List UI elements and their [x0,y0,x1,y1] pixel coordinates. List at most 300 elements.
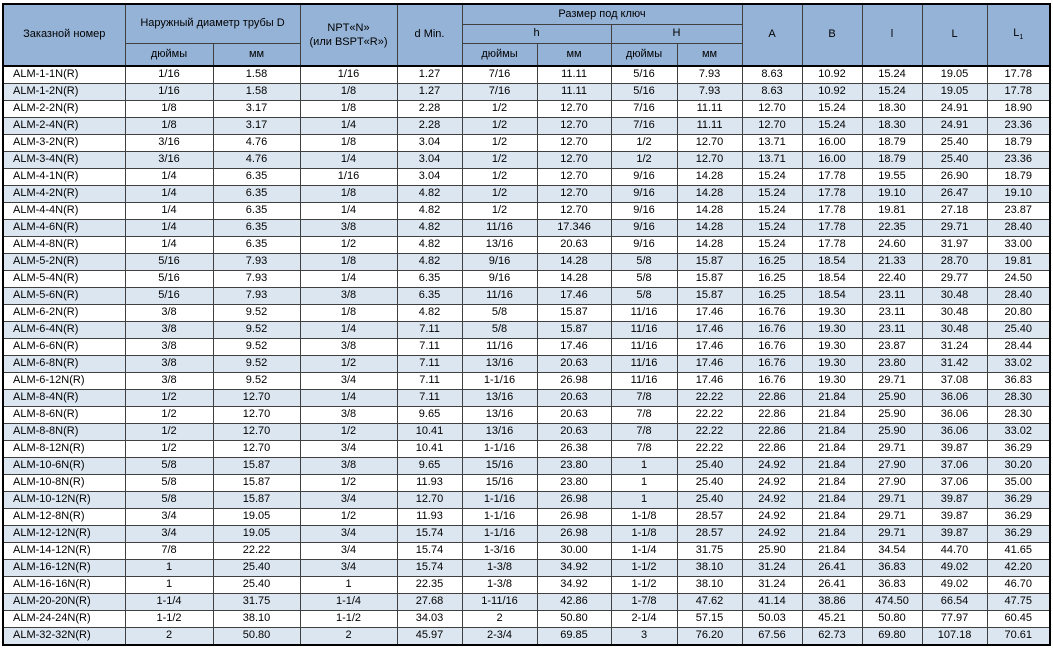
cell-value: 28.40 [987,220,1050,237]
cell-value: 1-3/8 [462,577,537,594]
cell-value: 5/8 [125,492,213,509]
cell-value: 1/4 [125,237,213,254]
cell-value: 18.90 [987,101,1050,118]
cell-value: 21.84 [802,543,862,560]
cell-value: 15.24 [862,66,922,84]
cell-value: 1/2 [462,118,537,135]
cell-order-number: ALM-16-16N(R) [3,577,125,594]
cell-value: 1/8 [300,84,397,101]
cell-value: 15.87 [677,271,742,288]
cell-value: 12.70 [537,169,611,186]
table-row [3,458,1050,475]
cell-order-number: ALM-2-2N(R) [3,101,125,118]
cell-value: 1-1/16 [462,492,537,509]
cell-value: 16.00 [802,135,862,152]
dimensions-table [2,3,1051,646]
cell-value: 1-1/8 [611,509,677,526]
cell-value: 3.17 [213,101,300,118]
cell-value: 11.93 [397,475,462,492]
cell-value: 21.84 [802,475,862,492]
cell-value: 27.18 [922,203,987,220]
cell-value: 11/16 [611,373,677,390]
cell-order-number: ALM-1-1N(R) [3,66,125,84]
cell-value: 1/4 [300,118,397,135]
cell-value: 3/8 [300,220,397,237]
cell-value: 9/16 [611,169,677,186]
cell-value: 21.84 [802,407,862,424]
cell-value: 7/16 [462,66,537,84]
cell-value: 22.35 [397,577,462,594]
cell-value: 1-1/16 [462,373,537,390]
cell-value: 7.11 [397,356,462,373]
cell-value: 23.80 [537,475,611,492]
cell-value: 39.87 [922,509,987,526]
cell-value: 1-1/16 [462,441,537,458]
cell-value: 17.78 [802,186,862,203]
cell-value: 29.71 [862,492,922,509]
cell-value: 1/2 [300,237,397,254]
cell-value: 1 [611,492,677,509]
cell-value: 37.08 [922,373,987,390]
cell-value: 3/4 [125,509,213,526]
cell-value: 29.71 [922,220,987,237]
cell-value: 33.02 [987,424,1050,441]
cell-value: 49.02 [922,560,987,577]
cell-order-number: ALM-16-12N(R) [3,560,125,577]
table-row [3,186,1050,203]
cell-value: 11.11 [537,66,611,84]
cell-value: 3/8 [125,339,213,356]
cell-value: 3/8 [125,305,213,322]
cell-value: 26.38 [537,441,611,458]
cell-value: 37.06 [922,458,987,475]
header-order-number: Заказной номер [3,4,125,66]
cell-value: 17.46 [677,356,742,373]
cell-value: 17.78 [802,169,862,186]
header-H-inches: дюймы [611,44,677,67]
cell-value: 42.20 [987,560,1050,577]
table-row [3,135,1050,152]
cell-value: 30.48 [922,322,987,339]
cell-value: 1-1/2 [300,611,397,628]
cell-value: 7.93 [677,84,742,101]
cell-value: 1-7/8 [611,594,677,611]
cell-value: 38.10 [677,577,742,594]
cell-value: 12.70 [537,186,611,203]
cell-value: 3/4 [300,526,397,543]
cell-value: 41.14 [742,594,802,611]
cell-value: 19.30 [802,339,862,356]
header-col-L1-subscript: 1 [1019,34,1024,42]
cell-value: 27.90 [862,458,922,475]
cell-value: 3/8 [125,373,213,390]
table-row [3,492,1050,509]
cell-value: 19.05 [922,84,987,101]
cell-value: 1-11/16 [462,594,537,611]
cell-value: 21.84 [802,492,862,509]
cell-value: 13/16 [462,407,537,424]
cell-value: 6.35 [213,237,300,254]
cell-value: 70.61 [987,628,1050,646]
cell-value: 20.63 [537,407,611,424]
cell-value: 46.70 [987,577,1050,594]
cell-value: 15.87 [677,254,742,271]
cell-value: 15.74 [397,560,462,577]
cell-value: 19.10 [987,186,1050,203]
cell-value: 1/2 [462,186,537,203]
cell-value: 7/8 [611,441,677,458]
cell-value: 4.76 [213,135,300,152]
cell-value: 7/8 [611,407,677,424]
table-row [3,169,1050,186]
cell-value: 1-1/16 [462,526,537,543]
cell-value: 21.33 [862,254,922,271]
cell-value: 1-1/2 [125,611,213,628]
cell-value: 15.24 [742,237,802,254]
cell-value: 3/8 [300,288,397,305]
cell-value: 13/16 [462,356,537,373]
cell-value: 15.24 [742,203,802,220]
cell-value: 60.45 [987,611,1050,628]
cell-order-number: ALM-3-4N(R) [3,152,125,169]
cell-value: 10.92 [802,84,862,101]
header-outer-diameter: Наружный диаметр трубы D [125,4,300,44]
cell-value: 67.56 [742,628,802,646]
cell-value: 22.40 [862,271,922,288]
cell-value: 20.63 [537,356,611,373]
cell-value: 5/16 [125,271,213,288]
cell-value: 1-1/16 [462,509,537,526]
cell-value: 20.63 [537,424,611,441]
cell-value: 19.30 [802,322,862,339]
cell-value: 9/16 [611,186,677,203]
cell-value: 1-1/2 [611,577,677,594]
cell-value: 9.52 [213,305,300,322]
cell-value: 15/16 [462,475,537,492]
table-row [3,543,1050,560]
table-row [3,322,1050,339]
cell-value: 18.79 [987,135,1050,152]
cell-value: 1.58 [213,66,300,84]
cell-value: 25.40 [677,475,742,492]
cell-value: 1/8 [125,118,213,135]
cell-value: 28.70 [922,254,987,271]
cell-value: 41.65 [987,543,1050,560]
cell-value: 3/8 [125,356,213,373]
cell-value: 5/8 [125,458,213,475]
cell-value: 20.63 [537,390,611,407]
cell-value: 17.46 [537,288,611,305]
cell-value: 15.24 [742,220,802,237]
cell-value: 23.36 [987,118,1050,135]
cell-value: 7/16 [611,118,677,135]
cell-value: 16.76 [742,373,802,390]
cell-value: 6.35 [213,220,300,237]
cell-value: 19.30 [802,356,862,373]
cell-value: 12.70 [742,118,802,135]
cell-value: 7/8 [611,390,677,407]
cell-value: 19.05 [213,526,300,543]
cell-value: 50.80 [213,628,300,646]
header-d-inches: дюймы [125,44,213,67]
cell-value: 22.22 [677,407,742,424]
cell-value: 1 [125,577,213,594]
cell-value: 36.29 [987,509,1050,526]
header-npt-line1: NPT«N» [327,21,370,34]
cell-value: 16.76 [742,339,802,356]
cell-value: 24.91 [922,101,987,118]
cell-value: 25.40 [987,322,1050,339]
cell-value: 22.86 [742,407,802,424]
cell-value: 1/8 [300,186,397,203]
cell-order-number: ALM-2-4N(R) [3,118,125,135]
header-h-inches: дюймы [462,44,537,67]
cell-value: 1/2 [462,203,537,220]
table-row [3,475,1050,492]
cell-value: 19.05 [213,509,300,526]
cell-value: 17.46 [677,339,742,356]
cell-value: 23.11 [862,305,922,322]
cell-value: 1/2 [300,424,397,441]
cell-value: 10.41 [397,441,462,458]
cell-value: 24.60 [862,237,922,254]
cell-value: 18.79 [862,152,922,169]
header-d-min: d Min. [397,4,462,66]
cell-value: 9.52 [213,373,300,390]
cell-value: 11.93 [397,509,462,526]
cell-value: 22.22 [677,390,742,407]
cell-value: 1.27 [397,84,462,101]
cell-value: 39.87 [922,441,987,458]
cell-value: 25.90 [862,407,922,424]
table-row [3,339,1050,356]
cell-value: 23.36 [987,152,1050,169]
cell-value: 18.79 [987,169,1050,186]
cell-value: 15.87 [677,288,742,305]
table-row [3,288,1050,305]
cell-value: 12.70 [537,118,611,135]
cell-value: 3.04 [397,135,462,152]
cell-value: 12.70 [397,492,462,509]
cell-value: 6.35 [213,186,300,203]
cell-value: 474.50 [862,594,922,611]
cell-value: 29.71 [862,526,922,543]
cell-value: 23.80 [862,356,922,373]
cell-value: 31.24 [742,577,802,594]
cell-value: 9.65 [397,407,462,424]
cell-value: 11.11 [677,118,742,135]
cell-value: 24.92 [742,458,802,475]
table-row [3,509,1050,526]
cell-value: 30.20 [987,458,1050,475]
cell-value: 3/16 [125,152,213,169]
cell-value: 3/16 [125,135,213,152]
cell-value: 24.50 [987,271,1050,288]
cell-value: 5/16 [125,288,213,305]
table-row [3,424,1050,441]
cell-value: 18.79 [862,135,922,152]
cell-value: 13/16 [462,237,537,254]
cell-value: 15.24 [862,84,922,101]
cell-value: 3/4 [300,373,397,390]
cell-value: 15.24 [802,101,862,118]
cell-value: 17.46 [537,339,611,356]
cell-value: 14.28 [537,271,611,288]
cell-value: 9/16 [462,254,537,271]
cell-value: 26.98 [537,373,611,390]
cell-order-number: ALM-5-6N(R) [3,288,125,305]
cell-value: 28.30 [987,390,1050,407]
header-h-small: h [462,25,611,44]
cell-value: 11/16 [462,339,537,356]
cell-value: 25.90 [862,424,922,441]
table-row [3,118,1050,135]
cell-value: 24.92 [742,475,802,492]
header-col-b: B [802,4,862,66]
cell-value: 9/16 [462,271,537,288]
cell-value: 12.70 [537,135,611,152]
cell-value: 28.57 [677,526,742,543]
cell-value: 49.02 [922,577,987,594]
cell-order-number: ALM-6-6N(R) [3,339,125,356]
cell-value: 31.75 [677,543,742,560]
cell-value: 30.48 [922,305,987,322]
cell-value: 1-1/2 [611,560,677,577]
cell-value: 25.40 [677,458,742,475]
header-col-L1 [987,4,1050,66]
cell-order-number: ALM-4-2N(R) [3,186,125,203]
cell-value: 1/4 [125,186,213,203]
cell-value: 12.70 [677,135,742,152]
cell-value: 22.86 [742,441,802,458]
cell-value: 26.98 [537,509,611,526]
table-row [3,628,1050,646]
cell-order-number: ALM-4-6N(R) [3,220,125,237]
cell-value: 21.84 [802,458,862,475]
cell-value: 19.10 [862,186,922,203]
cell-value: 19.30 [802,305,862,322]
cell-value: 36.06 [922,424,987,441]
cell-value: 1-1/4 [300,594,397,611]
cell-value: 1/2 [300,475,397,492]
cell-order-number: ALM-10-6N(R) [3,458,125,475]
cell-value: 1.27 [397,66,462,84]
cell-value: 18.54 [802,254,862,271]
cell-value: 9/16 [611,220,677,237]
cell-value: 22.22 [677,441,742,458]
cell-value: 17.46 [677,305,742,322]
table-row [3,220,1050,237]
cell-value: 25.40 [677,492,742,509]
cell-value: 3/4 [300,543,397,560]
cell-value: 4.82 [397,203,462,220]
cell-value: 1-3/8 [462,560,537,577]
cell-order-number: ALM-6-12N(R) [3,373,125,390]
cell-order-number: ALM-5-2N(R) [3,254,125,271]
cell-value: 1/8 [300,305,397,322]
table-row [3,356,1050,373]
cell-value: 62.73 [802,628,862,646]
cell-value: 1/8 [300,101,397,118]
cell-value: 23.11 [862,322,922,339]
cell-value: 6.35 [397,271,462,288]
cell-value: 1/4 [300,203,397,220]
cell-order-number: ALM-8-12N(R) [3,441,125,458]
cell-value: 31.75 [213,594,300,611]
cell-value: 1 [611,458,677,475]
cell-value: 5/8 [125,475,213,492]
cell-value: 19.55 [862,169,922,186]
cell-value: 2 [125,628,213,646]
cell-value: 14.28 [677,186,742,203]
cell-value: 36.29 [987,441,1050,458]
cell-value: 21.84 [802,526,862,543]
cell-value: 14.28 [677,220,742,237]
cell-value: 36.29 [987,492,1050,509]
cell-value: 9.52 [213,322,300,339]
cell-value: 20.80 [987,305,1050,322]
cell-value: 2-3/4 [462,628,537,646]
cell-order-number: ALM-32-32N(R) [3,628,125,646]
cell-value: 24.92 [742,526,802,543]
cell-value: 21.84 [802,424,862,441]
cell-value: 7.11 [397,373,462,390]
cell-value: 26.98 [537,526,611,543]
cell-value: 16.25 [742,288,802,305]
cell-value: 1/2 [462,169,537,186]
cell-value: 3/4 [300,492,397,509]
cell-value: 1/2 [611,135,677,152]
cell-value: 23.87 [987,203,1050,220]
cell-value: 17.78 [802,203,862,220]
cell-value: 12.70 [742,101,802,118]
cell-value: 14.28 [537,254,611,271]
cell-value: 66.54 [922,594,987,611]
cell-value: 17.78 [987,84,1050,101]
cell-order-number: ALM-10-12N(R) [3,492,125,509]
cell-value: 1/4 [125,169,213,186]
cell-value: 42.86 [537,594,611,611]
cell-value: 11/16 [611,356,677,373]
cell-value: 7.93 [213,288,300,305]
header-d-mm: мм [213,44,300,67]
cell-value: 5/8 [611,288,677,305]
table-row [3,254,1050,271]
cell-value: 17.46 [677,373,742,390]
cell-value: 1/2 [125,407,213,424]
cell-order-number: ALM-8-6N(R) [3,407,125,424]
cell-value: 6.35 [213,169,300,186]
cell-value: 8.63 [742,84,802,101]
cell-value: 1/4 [300,152,397,169]
cell-value: 2.28 [397,101,462,118]
cell-value: 11.11 [677,101,742,118]
cell-value: 7/8 [125,543,213,560]
cell-value: 26.41 [802,560,862,577]
cell-value: 21.84 [802,509,862,526]
cell-value: 1/2 [462,135,537,152]
cell-value: 12.70 [677,152,742,169]
cell-value: 1-1/4 [125,594,213,611]
table-row [3,560,1050,577]
header-npt [300,4,397,66]
cell-value: 22.86 [742,390,802,407]
cell-value: 15.87 [537,322,611,339]
cell-value: 27.68 [397,594,462,611]
cell-value: 21.84 [802,441,862,458]
table-row [3,237,1050,254]
cell-value: 1/2 [462,101,537,118]
